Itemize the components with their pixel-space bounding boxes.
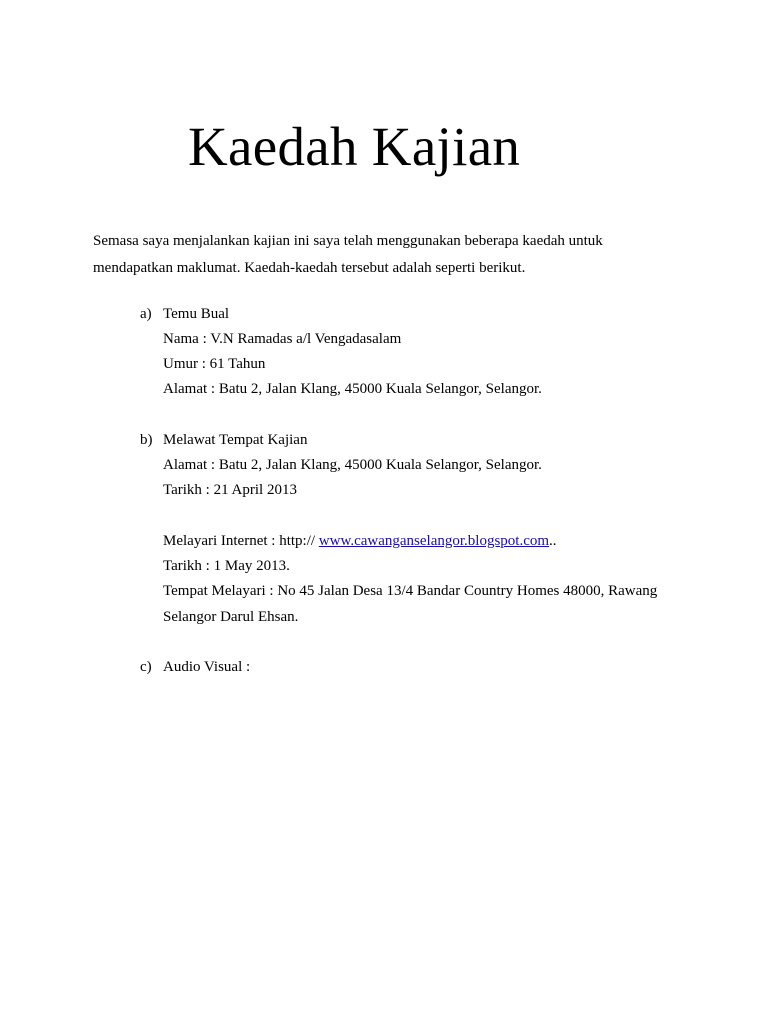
list-marker-a: a) bbox=[140, 306, 152, 322]
blog-link[interactable]: www.cawanganselangor.blogspot.com bbox=[318, 533, 550, 549]
section-b-heading: Melawat Tempat Kajian bbox=[163, 432, 308, 448]
section-b-tarikh: Tarikh : 21 April 2013 bbox=[163, 482, 297, 498]
section-b-internet bbox=[163, 531, 557, 551]
internet-suffix: .. bbox=[549, 533, 557, 549]
section-b-alamat: Alamat : Batu 2, Jalan Klang, 45000 Kuala Selangor, Selangor. bbox=[163, 457, 542, 473]
section-b-tempat-line-2: Selangor Darul Ehsan. bbox=[163, 609, 299, 625]
list-marker-b: b) bbox=[140, 432, 153, 448]
section-a-nama: Nama : V.N Ramadas a/l Vengadasalam bbox=[163, 331, 402, 347]
section-a-heading: Temu Bual bbox=[163, 306, 230, 322]
list-marker-c: c) bbox=[140, 659, 152, 675]
intro-line-2: mendapatkan maklumat. Kaedah-kaedah tersebut adalah seperti berikut. bbox=[93, 260, 526, 276]
section-b-tempat-line-1: Tempat Melayari : No 45 Jalan Desa 13/4 Bandar Country Homes 48000, Rawang bbox=[163, 583, 658, 599]
section-a-umur: Umur : 61 Tahun bbox=[163, 356, 266, 372]
section-b-tarikh-2: Tarikh : 1 May 2013. bbox=[163, 558, 290, 574]
section-c-heading: Audio Visual : bbox=[163, 659, 251, 675]
page-title: Kaedah Kajian bbox=[188, 116, 521, 177]
intro-line-1: Semasa saya menjalankan kajian ini saya telah menggunakan beberapa kaedah untuk bbox=[93, 233, 603, 249]
section-a-alamat: Alamat : Batu 2, Jalan Klang, 45000 Kuala Selangor, Selangor. bbox=[163, 381, 542, 397]
internet-label: Melayari Internet : http:// bbox=[163, 533, 319, 549]
